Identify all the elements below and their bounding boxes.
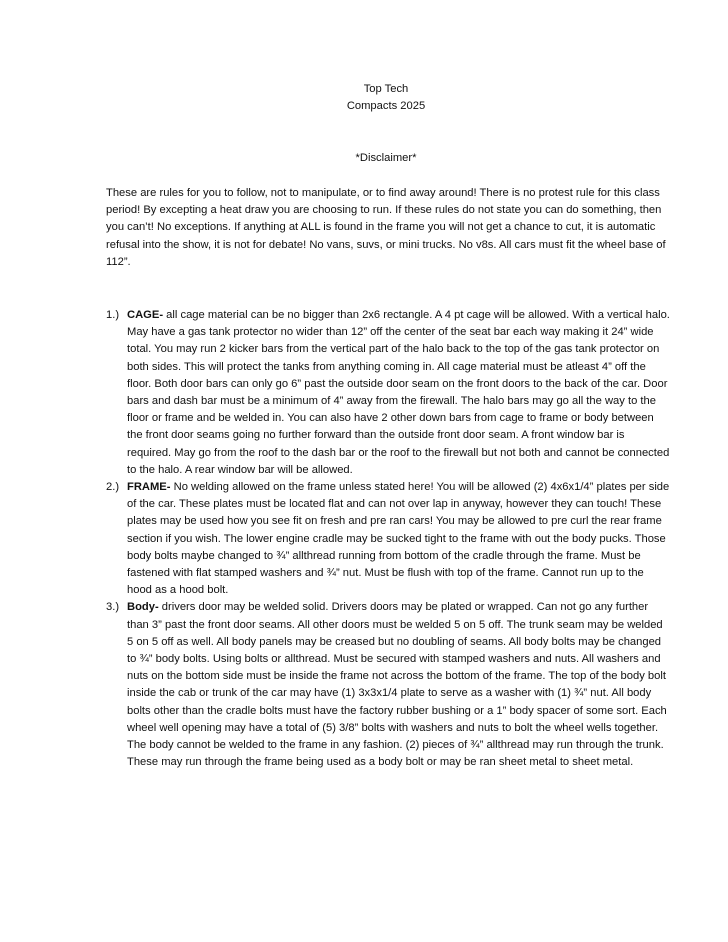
rule-number: 1.) — [106, 309, 120, 321]
rule-item-frame — [106, 479, 671, 599]
disclaimer-heading: *Disclaimer* — [355, 152, 417, 164]
rule-text: drivers door may be welded solid. Drivers doors may be plated or wrapped. Can not go any further than 3” past the front door seams. All other doors must be welded 5 on 5 off. The trunk seam may be welded 5 on 5 off as well. All body panels may be creased but no doubling of seams. All body bolts may be changed to ¾” body bolts. Using bolts or allthread. Must be secured with stamped washers and nuts. All washers and nuts on the bottom side must be inside the frame not across the bottom of the frame. The top of the body bolt inside the cab or trunk of the car may have (1) 3x3x1/4 plate to serve as a washer with (1) ¾” nut. All body bolts other than the cradle bolts must have the factory rubber bushing or a 1” body spacer of some sort. Each wheel well opening may have a total of (5) 3/8” bolts with washers and nuts to bolt the wheel wells together. The body cannot be welded to the frame in any fashion. (2) pieces of ¾” allthread may run through the trunk. These may run through the frame being used as a body bolt or may be ran sheet metal to sheet metal. — [127, 601, 667, 769]
rules-list — [106, 307, 671, 771]
rule-heading: CAGE- — [127, 309, 164, 321]
title-line-1: Top Tech — [363, 83, 409, 95]
rule-number: 3.) — [106, 601, 120, 614]
disclaimer-paragraph: These are rules for you to follow, not to manipulate, or to find away around! There is no protest rule for this class period! By excepting a heat draw you are choosing to run. If these rules do not state you can do something, then you can’t! No exceptions. If anything at ALL is found in the frame you will not get a chance to cut, it is automatic refusal into the show, it is not for debate! No vans, suvs, or mini trucks. No v8s. All cars must fit the wheel base of 112”. — [106, 187, 666, 268]
rule-heading: FRAME- — [127, 481, 171, 494]
rule-number: 2.) — [106, 481, 120, 494]
rule-item-body — [106, 599, 671, 771]
rule-item-cage — [106, 307, 671, 479]
rule-text: No welding allowed on the frame unless stated here! You will be allowed (2) 4x6x1/4” plates per side of the car. These plates must be located flat and can not over lap in anyway, however they can touch! These plates may be used how you see fit on fresh and pre ran cars! You may be allowed to pre curl the rear frame section if you wish. The lower engine cradle may be sucked tight to the frame with out the body pucks. Those body bolts maybe changed to ¾” allthread running from bottom of the cradle through the frame. Must be fastened with flat stamped washers and ¾” nut. Must be flush with top of the frame. Cannot run up to the hood as a hood bolt. — [127, 481, 670, 597]
title-line-2: Compacts 2025 — [346, 100, 426, 112]
rule-heading: Body- — [127, 601, 159, 614]
rule-text: all cage material can be no bigger than 2x6 rectangle. A 4 pt cage will be allowed. With a vertical halo. May have a gas tank protector no wider than 12” off the center of the seat bar each way making it 24” wide total. You may run 2 kicker bars from the vertical part of the halo back to the top of the gas tank protector on both sides. This will protect the tanks from anything coming in. All cage material must be atleast 4” off the floor. Both door bars can only go 6” past the outside door seam on the front doors to the back of the car. Door bars and dash bar must be a minimum of 4” away from the firewall. The halo bars may go all the way to the floor or frame and be welded in. You can also have 2 other down bars from cage to frame or body between the front door seams going no further forward than the outside front door seam. A front window bar is required. May go from the roof to the dash bar or the roof to the firewall but not both and cannot be connected to the halo. A rear window bar will be allowed. — [127, 309, 670, 476]
